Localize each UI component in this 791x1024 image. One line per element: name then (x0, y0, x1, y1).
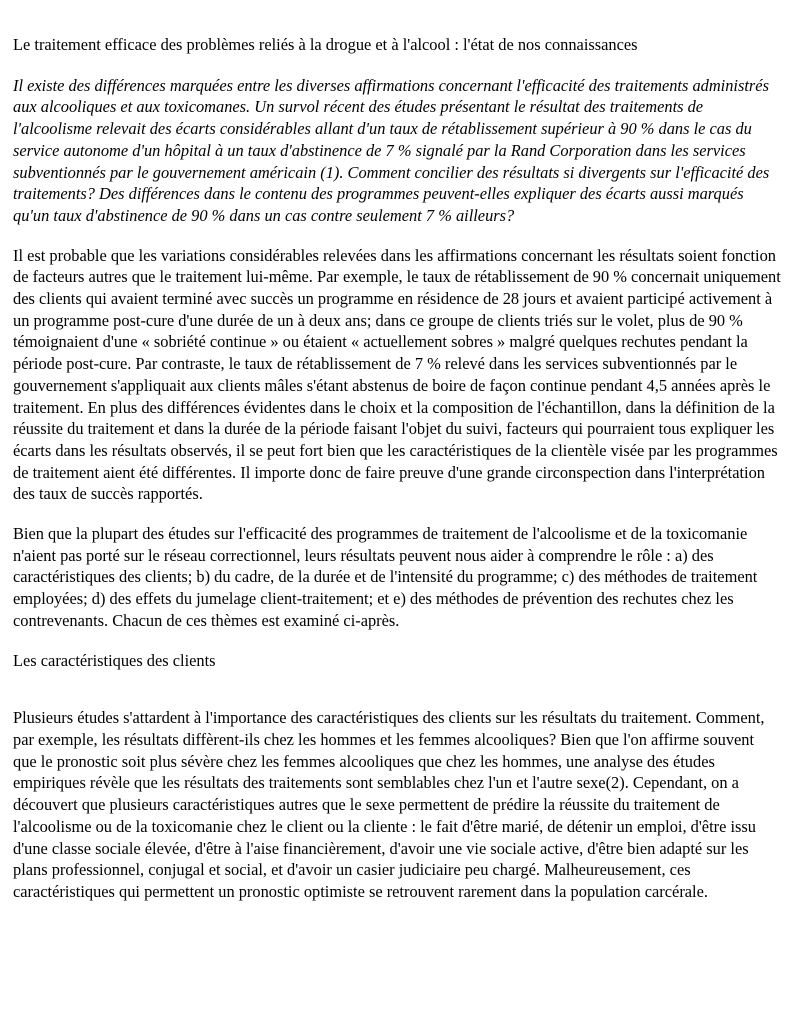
paragraph-client-characteristics: Plusieurs études s'attardent à l'importance des caractéristiques des clients sur les résultats du traitement. Comment, par exemple, les résultats diffèrent-ils chez les hommes et les femmes alcooliques? Bien que l'on affirme souvent que le pronostic soit plus sévère chez les femmes alcooliques que chez les hommes, une analyse des études empiriques révèle que les résultats des traitements sont semblables chez l'un et l'autre sexe(2). Cependant, on a découvert que plusieurs caractéristiques autres que le sexe permettent de prédire la réussite du traitement de l'alcoolisme ou de la toxicomanie chez le client ou la cliente : le fait d'être marié, de détenir un emploi, d'être issu d'une classe sociale élevée, d'être à l'aise financièrement, d'avoir une vie sociale active, d'être bien adapté sur les plans professionnel, conjugal et social, et d'avoir un casier judiciaire peu chargé. Malheureusement, ces caractéristiques qui permettent un pronostic optimiste se retrouvent rarement dans la population carcérale. (13, 708, 765, 901)
document-title: Le traitement efficace des problèmes reliés à la drogue et à l'alcool : l'état de nos connaissances (13, 35, 638, 54)
intro-paragraph: Il existe des différences marquées entre les diverses affirmations concernant l'efficacité des traitements administrés aux alcooliques et aux toxicomanes. Un survol récent des études présentant le résultat des traitements de l'alcoolisme relevait des écarts considérables allant d'un taux de rétablissement supérieur à 90 % dans le cas du service autonome d'un hôpital à un taux d'abstinence de 7 % signalé par la Rand Corporation dans les services subventionnés par le gouvernement américain (1). Comment concilier des résultats si divergents sur l'efficacité des traitements? Des différences dans le contenu des programmes peuvent-elles expliquer des écarts aussi marqués qu'un taux d'abstinence de 90 % dans un cas contre seulement 7 % ailleurs? (13, 75, 770, 225)
section-heading-client-characteristics: Les caractéristiques des clients (13, 650, 216, 670)
paragraph-results-variation: Il est probable que les variations considérables relevées dans les affirmations concernant les résultats soient fonction de facteurs autres que le traitement lui-même. Par exemple, le taux de rétablissement de 90 % concernait uniquement des clients qui avaient terminé avec succès un programme en résidence de 28 jours et avaient participé activement à un programme post-cure d'une durée de un à deux ans; dans ce groupe de clients triés sur le volet, plus de 90 % témoignaient d'une « sobriété continue » ou étaient « actuellement sobres » malgré quelques rechutes pendant la période post-cure. Par contraste, le taux de rétablissement de 7 % relevé dans les services subventionnés par le gouvernement s'appliquait aux clients mâles s'étant abstenus de boire de façon continue pendant 4,5 années après le traitement. En plus des différences évidentes dans le choix et la composition de l'échantillon, dans la définition de la réussite du traitement et dans la durée de la période faisant l'objet du suivi, facteurs qui pourraient tous expliquer les écarts dans les résultats observés, il se peut fort bien que les caractéristiques de la clientèle visée par les programmes de traitement aient été différentes. Il importe donc de faire preuve d'une grande circonspection dans l'interprétation des taux de succès rapportés. (13, 245, 781, 504)
paragraph-study-themes: Bien que la plupart des études sur l'efficacité des programmes de traitement de l'alcoolisme et de la toxicomanie n'aient pas porté sur le réseau correctionnel, leurs résultats peuvent nous aider à comprendre le rôle : a) des caractéristiques des clients; b) du cadre, de la durée et de l'intensité du programme; c) des méthodes de traitement employées; d) des effets du jumelage client-traitement; et e) des méthodes de prévention des rechutes chez les contrevenants. Chacun de ces thèmes est examiné ci-après. (13, 524, 758, 630)
